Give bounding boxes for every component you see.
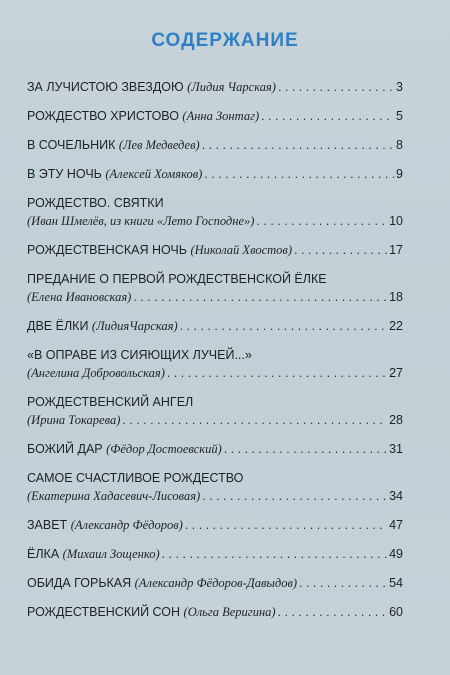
entry-page-number: 22 [389, 319, 403, 333]
table-of-contents [27, 78, 403, 632]
entry-title: ДВЕ ЁЛКИ [27, 319, 89, 333]
entry-page-number: 10 [389, 214, 403, 228]
toc-entry[interactable] [27, 346, 403, 382]
dot-leader [278, 78, 394, 96]
entry-title: РОЖДЕСТВО. СВЯТКИ [27, 196, 164, 210]
page-title: СОДЕРЖАНИЕ [151, 30, 299, 51]
entry-author: (Александр Фёдоров) [70, 518, 183, 532]
entry-title: ЁЛКА [27, 547, 60, 561]
dot-leader [261, 107, 394, 125]
entry-page-number: 3 [396, 80, 403, 94]
entry-title: ЗАВЕТ [27, 518, 68, 532]
entry-title: ПРЕДАНИЕ О ПЕРВОЙ РОЖДЕСТВЕНСКОЙ ЁЛКЕ [27, 272, 327, 286]
dot-leader [294, 241, 387, 259]
entry-page-number: 49 [389, 547, 403, 561]
entry-title: «В ОПРАВЕ ИЗ СИЯЮЩИХ ЛУЧЕЙ...» [27, 348, 252, 362]
dot-leader [185, 516, 387, 534]
entry-page-number: 27 [389, 366, 403, 380]
toc-entry[interactable] [27, 165, 403, 183]
entry-page-number: 8 [396, 138, 403, 152]
dot-leader [224, 440, 387, 458]
entry-author: (Екатерина Хадасевич-Лисовая) [27, 489, 201, 503]
entry-author: (Фёдор Достоевский) [106, 442, 222, 456]
toc-entry[interactable] [27, 136, 403, 154]
entry-title: В СОЧЕЛЬНИК [27, 138, 116, 152]
entry-author: (Ирина Токарева) [27, 413, 121, 427]
dot-leader [180, 317, 387, 335]
dot-leader [202, 487, 387, 505]
entry-title: ЗА ЛУЧИСТОЮ ЗВЕЗДОЮ [27, 80, 184, 94]
entry-title: РОЖДЕСТВЕНСКИЙ СОН [27, 605, 181, 619]
entry-author: (Ольга Веригина) [183, 605, 276, 619]
toc-entry[interactable] [27, 545, 403, 563]
entry-page-number: 31 [389, 442, 403, 456]
dot-leader [167, 364, 387, 382]
dot-leader [162, 545, 387, 563]
dot-leader [204, 165, 394, 183]
entry-author: (Елена Ивановская) [27, 290, 132, 304]
entry-page-number: 54 [389, 576, 403, 590]
toc-entry[interactable] [27, 603, 403, 621]
entry-page-number: 47 [389, 518, 403, 532]
entry-page-number: 5 [396, 109, 403, 123]
entry-author: (Анна Зонтаг) [182, 109, 260, 123]
toc-entry[interactable] [27, 393, 403, 429]
entry-author: (Лев Медведев) [118, 138, 200, 152]
toc-entry[interactable] [27, 516, 403, 534]
toc-entry[interactable] [27, 241, 403, 259]
dot-leader [122, 411, 387, 429]
entry-author: (Николай Хвостов) [190, 243, 292, 257]
entry-title: РОЖДЕСТВЕНСКИЙ АНГЕЛ [27, 395, 194, 409]
entry-title: РОЖДЕСТВО ХРИСТОВО [27, 109, 179, 123]
entry-title: БОЖИЙ ДАР [27, 442, 103, 456]
entry-page-number: 9 [396, 167, 403, 181]
entry-title: ОБИДА ГОРЬКАЯ [27, 576, 132, 590]
entry-page-number: 28 [389, 413, 403, 427]
toc-entry[interactable] [27, 469, 403, 505]
entry-author: (Михаил Зощенко) [62, 547, 160, 561]
toc-entry[interactable] [27, 194, 403, 230]
dot-leader [278, 603, 388, 621]
toc-entry[interactable] [27, 440, 403, 458]
entry-author: (Ангелина Добровольская) [27, 366, 165, 380]
entry-author: (ЛидияЧарская) [91, 319, 178, 333]
entry-title: РОЖДЕСТВЕНСКАЯ НОЧЬ [27, 243, 187, 257]
entry-page-number: 18 [389, 290, 403, 304]
dot-leader [133, 288, 387, 306]
toc-entry[interactable] [27, 78, 403, 96]
entry-author: (Алексей Хомяков) [105, 167, 203, 181]
toc-entry[interactable] [27, 270, 403, 306]
entry-author: (Иван Шмелёв, из книги «Лето Господне») [27, 214, 255, 228]
entry-title: В ЭТУ НОЧЬ [27, 167, 102, 181]
dot-leader [202, 136, 394, 154]
entry-title: САМОЕ СЧАСТЛИВОЕ РОЖДЕСТВО [27, 471, 244, 485]
entry-author: (Александр Фёдоров-Давыдов) [134, 576, 298, 590]
entry-page-number: 17 [389, 243, 403, 257]
dot-leader [256, 212, 387, 230]
dot-leader [299, 574, 387, 592]
toc-entry[interactable] [27, 574, 403, 592]
toc-entry[interactable] [27, 107, 403, 125]
entry-page-number: 34 [389, 489, 403, 503]
toc-entry[interactable] [27, 317, 403, 335]
entry-author: (Лидия Чарская) [187, 80, 276, 94]
entry-page-number: 60 [389, 605, 403, 619]
